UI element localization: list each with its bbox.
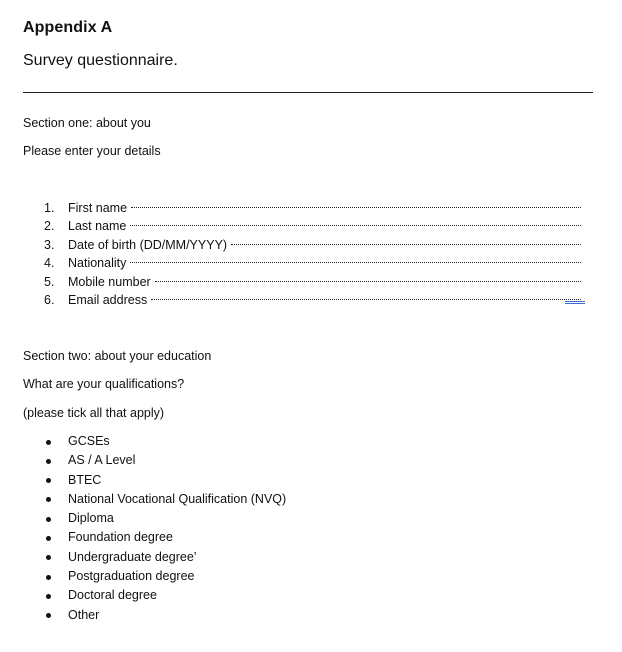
- list-item: [0, 199, 622, 217]
- item-number: 3.: [44, 237, 55, 252]
- nationality-entry-line[interactable]: [130, 262, 581, 263]
- qualifications-question: What are your qualifications?: [23, 377, 185, 391]
- list-item: [0, 291, 622, 309]
- list-item: [0, 236, 622, 254]
- option-label: Diploma: [68, 511, 114, 526]
- bullet-icon: [46, 613, 51, 618]
- option-label: AS / A Level: [68, 453, 136, 468]
- option-label: National Vocational Qualification (NVQ): [68, 491, 287, 506]
- option-label: BTEC: [68, 472, 102, 487]
- first-name-entry-line[interactable]: [131, 207, 581, 208]
- field-label-last-name: Last name: [68, 219, 127, 234]
- option-label: GCSEs: [68, 434, 110, 448]
- field-label-email-address: Email address: [68, 292, 148, 307]
- bullet-icon: [46, 497, 51, 502]
- item-number: 4.: [44, 256, 55, 271]
- item-number: 5.: [44, 274, 55, 289]
- section-one-title: Section one: about you: [23, 116, 151, 130]
- bullet-icon: [46, 536, 51, 541]
- tick-instruction: (please tick all that apply): [23, 406, 165, 420]
- item-number: 2.: [44, 219, 55, 234]
- field-label-nationality: Nationality: [68, 256, 127, 271]
- bullet-icon: [46, 440, 51, 445]
- option-label: Foundation degree: [68, 530, 173, 545]
- bullet-icon: [46, 555, 51, 560]
- mobile-number-entry-line[interactable]: [155, 281, 581, 282]
- last-name-entry-line[interactable]: [130, 225, 581, 226]
- section-two-title: Section two: about your education: [23, 349, 212, 363]
- option-label: Other: [68, 607, 100, 622]
- bullet-icon: [46, 459, 51, 464]
- list-item: [0, 217, 622, 235]
- option-label: Doctoral degree: [68, 588, 157, 603]
- survey-title: Survey questionnaire.: [23, 52, 178, 69]
- item-number: 6.: [44, 292, 55, 307]
- horizontal-rule: [23, 92, 593, 93]
- item-number: 1.: [44, 201, 55, 215]
- option-label: Undergraduate degree’: [68, 549, 197, 564]
- section-one-instruction: Please enter your details: [23, 144, 161, 158]
- appendix-heading: Appendix A: [23, 19, 113, 36]
- bullet-icon: [46, 575, 51, 580]
- option-label: Postgraduation degree: [68, 569, 195, 584]
- list-item: [0, 273, 622, 291]
- hyperlink-underline: [565, 301, 585, 304]
- field-label-first-name: First name: [68, 201, 128, 215]
- bullet-icon: [46, 478, 51, 483]
- email-address-entry-line[interactable]: [151, 299, 581, 300]
- field-label-date-of-birth: Date of birth (DD/MM/YYYY): [68, 237, 228, 252]
- field-label-mobile-number: Mobile number: [68, 274, 151, 289]
- personal-details-list: [0, 199, 622, 309]
- date-of-birth-entry-line[interactable]: [231, 244, 581, 245]
- bullet-icon: [46, 517, 51, 522]
- list-item: [0, 254, 622, 272]
- bullet-icon: [46, 594, 51, 599]
